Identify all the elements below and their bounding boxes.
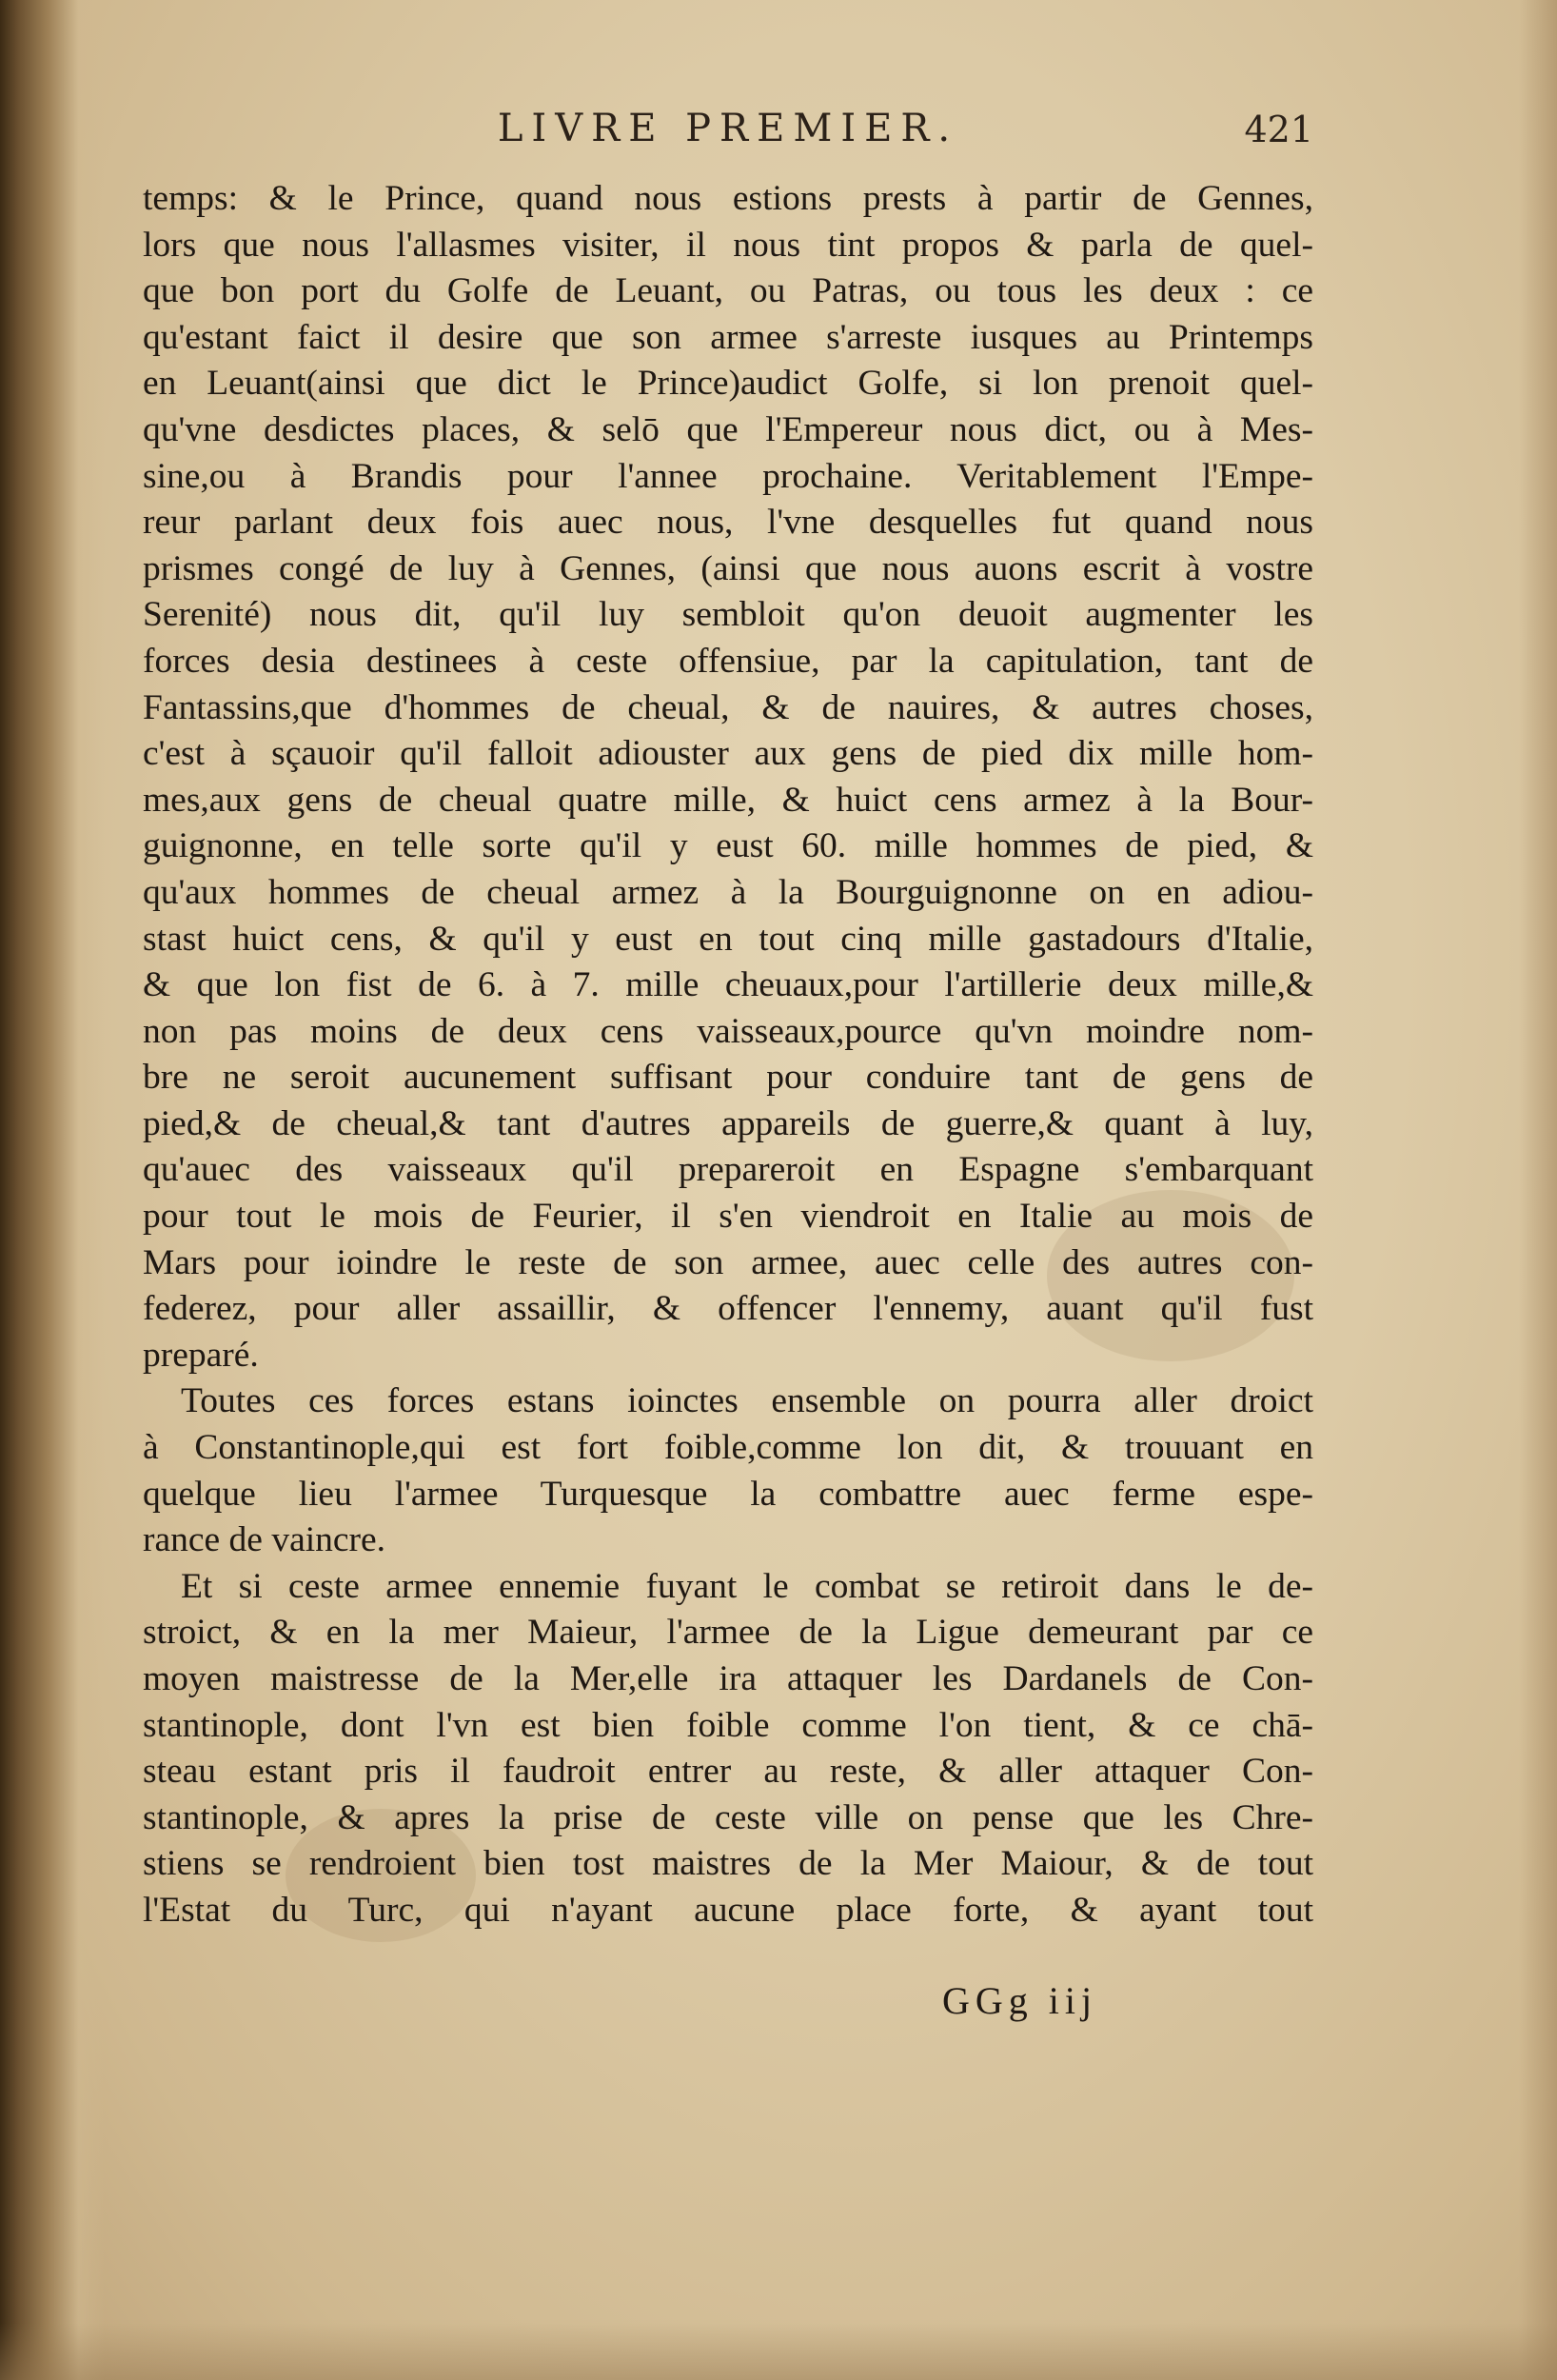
text-line: federez, pour aller assaillir, & offencer l'ennemy, auant qu'il fust xyxy=(143,1289,1313,1329)
text-line: Et si ceste armee ennemie fuyant le combat se retiroit dans le de- xyxy=(181,1566,1313,1606)
running-title: LIVRE PREMIER. xyxy=(497,107,959,150)
text-line: stantinople, dont l'vn est bien foible comme l'on tient, & ce chā- xyxy=(143,1705,1313,1745)
text-line: en Leuant(ainsi que dict le Prince)audict Golfe, si lon prenoit quel- xyxy=(143,364,1313,404)
text-line: stroict, & en la mer Maieur, l'armee de la Ligue demeurant par ce xyxy=(143,1613,1313,1653)
text-line: reur parlant deux fois auec nous, l'vne desquelles fut quand nous xyxy=(143,503,1313,543)
page-edge-bottom xyxy=(0,2323,1557,2380)
text-line: bre ne seroit aucunement suffisant pour conduire tant de gens de xyxy=(143,1058,1313,1098)
text-line: temps: & le Prince, quand nous estions prests à partir de Gennes, xyxy=(143,179,1313,218)
text-line: sine,ou à Brandis pour l'annee prochaine. Veritablement l'Empe- xyxy=(143,456,1313,496)
text-line: guignonne, en telle sorte qu'il y eust 60. mille hommes de pied, & xyxy=(143,826,1313,866)
text-line: qu'estant faict il desire que son armee s'arreste iusques au Printemps xyxy=(143,317,1313,357)
gutter-shadow xyxy=(0,0,105,2380)
text-line: lors que nous l'allasmes visiter, il nous tint propos & parla de quel- xyxy=(143,225,1313,265)
text-line: mes,aux gens de cheual quatre mille, & huict cens armez à la Bour- xyxy=(143,780,1313,820)
page-edge-right xyxy=(1519,0,1557,2380)
page-number: 421 xyxy=(1244,109,1313,150)
signature-mark: GGg iij xyxy=(942,1979,1098,2022)
text-line: Serenité) nous dit, qu'il luy sembloit qu'on deuoit augmenter les xyxy=(143,595,1313,635)
text-line: rance de vaincre. xyxy=(143,1520,386,1560)
text-line: preparé. xyxy=(143,1335,259,1375)
text-line: stiens se rendroient bien tost maistres de la Mer Maiour, & de tout xyxy=(143,1844,1313,1884)
text-line: que bon port du Golfe de Leuant, ou Patras, ou tous les deux : ce xyxy=(143,271,1313,311)
text-line: forces desia destinees à ceste offensiue, par la capitulation, tant de xyxy=(143,641,1313,681)
text-line: Mars pour ioindre le reste de son armee, auec celle des autres con- xyxy=(143,1242,1313,1282)
text-line: pour tout le mois de Feurier, il s'en viendroit en Italie au mois de xyxy=(143,1197,1313,1237)
text-line: Toutes ces forces estans ioinctes ensemble on pourra aller droict xyxy=(181,1381,1313,1421)
text-line: Fantassins,que d'hommes de cheual, & de nauires, & autres choses, xyxy=(143,687,1313,727)
text-line: steau estant pris il faudroit entrer au reste, & aller attaquer Con- xyxy=(143,1752,1313,1792)
text-line: qu'aux hommes de cheual armez à la Bourguignonne on en adiou- xyxy=(143,872,1313,912)
text-line: qu'auec des vaisseaux qu'il prepareroit en Espagne s'embarquant xyxy=(143,1150,1313,1190)
text-line: moyen maistresse de la Mer,elle ira attaquer les Dardanels de Con- xyxy=(143,1659,1313,1698)
text-line: prismes congé de luy à Gennes, (ainsi que nous auons escrit à vostre xyxy=(143,548,1313,588)
text-line: non pas moins de deux cens vaisseaux,pource qu'vn moindre nom- xyxy=(143,1011,1313,1051)
text-line: pied,& de cheual,& tant d'autres appareils de guerre,& quant à luy, xyxy=(143,1103,1313,1143)
text-line: & que lon fist de 6. à 7. mille cheuaux,pour l'artillerie deux mille,& xyxy=(143,965,1313,1005)
running-head xyxy=(143,107,1313,164)
text-line: quelque lieu l'armee Turquesque la combattre auec ferme espe- xyxy=(143,1474,1313,1514)
text-line: stast huict cens, & qu'il y eust en tout cinq mille gastadours d'Italie, xyxy=(143,919,1313,959)
text-line: stantinople, & apres la prise de ceste ville on pense que les Chre- xyxy=(143,1797,1313,1837)
text-line: qu'vne desdictes places, & selō que l'Empereur nous dict, ou à Mes- xyxy=(143,409,1313,449)
body-text xyxy=(143,176,1313,1934)
text-line: l'Estat du Turc, qui n'ayant aucune place forte, & ayant tout xyxy=(143,1890,1313,1930)
text-line: à Constantinople,qui est fort foible,comme lon dit, & trouuant en xyxy=(143,1428,1313,1468)
text-line: c'est à sçauoir qu'il falloit adiouster aux gens de pied dix mille hom- xyxy=(143,734,1313,774)
